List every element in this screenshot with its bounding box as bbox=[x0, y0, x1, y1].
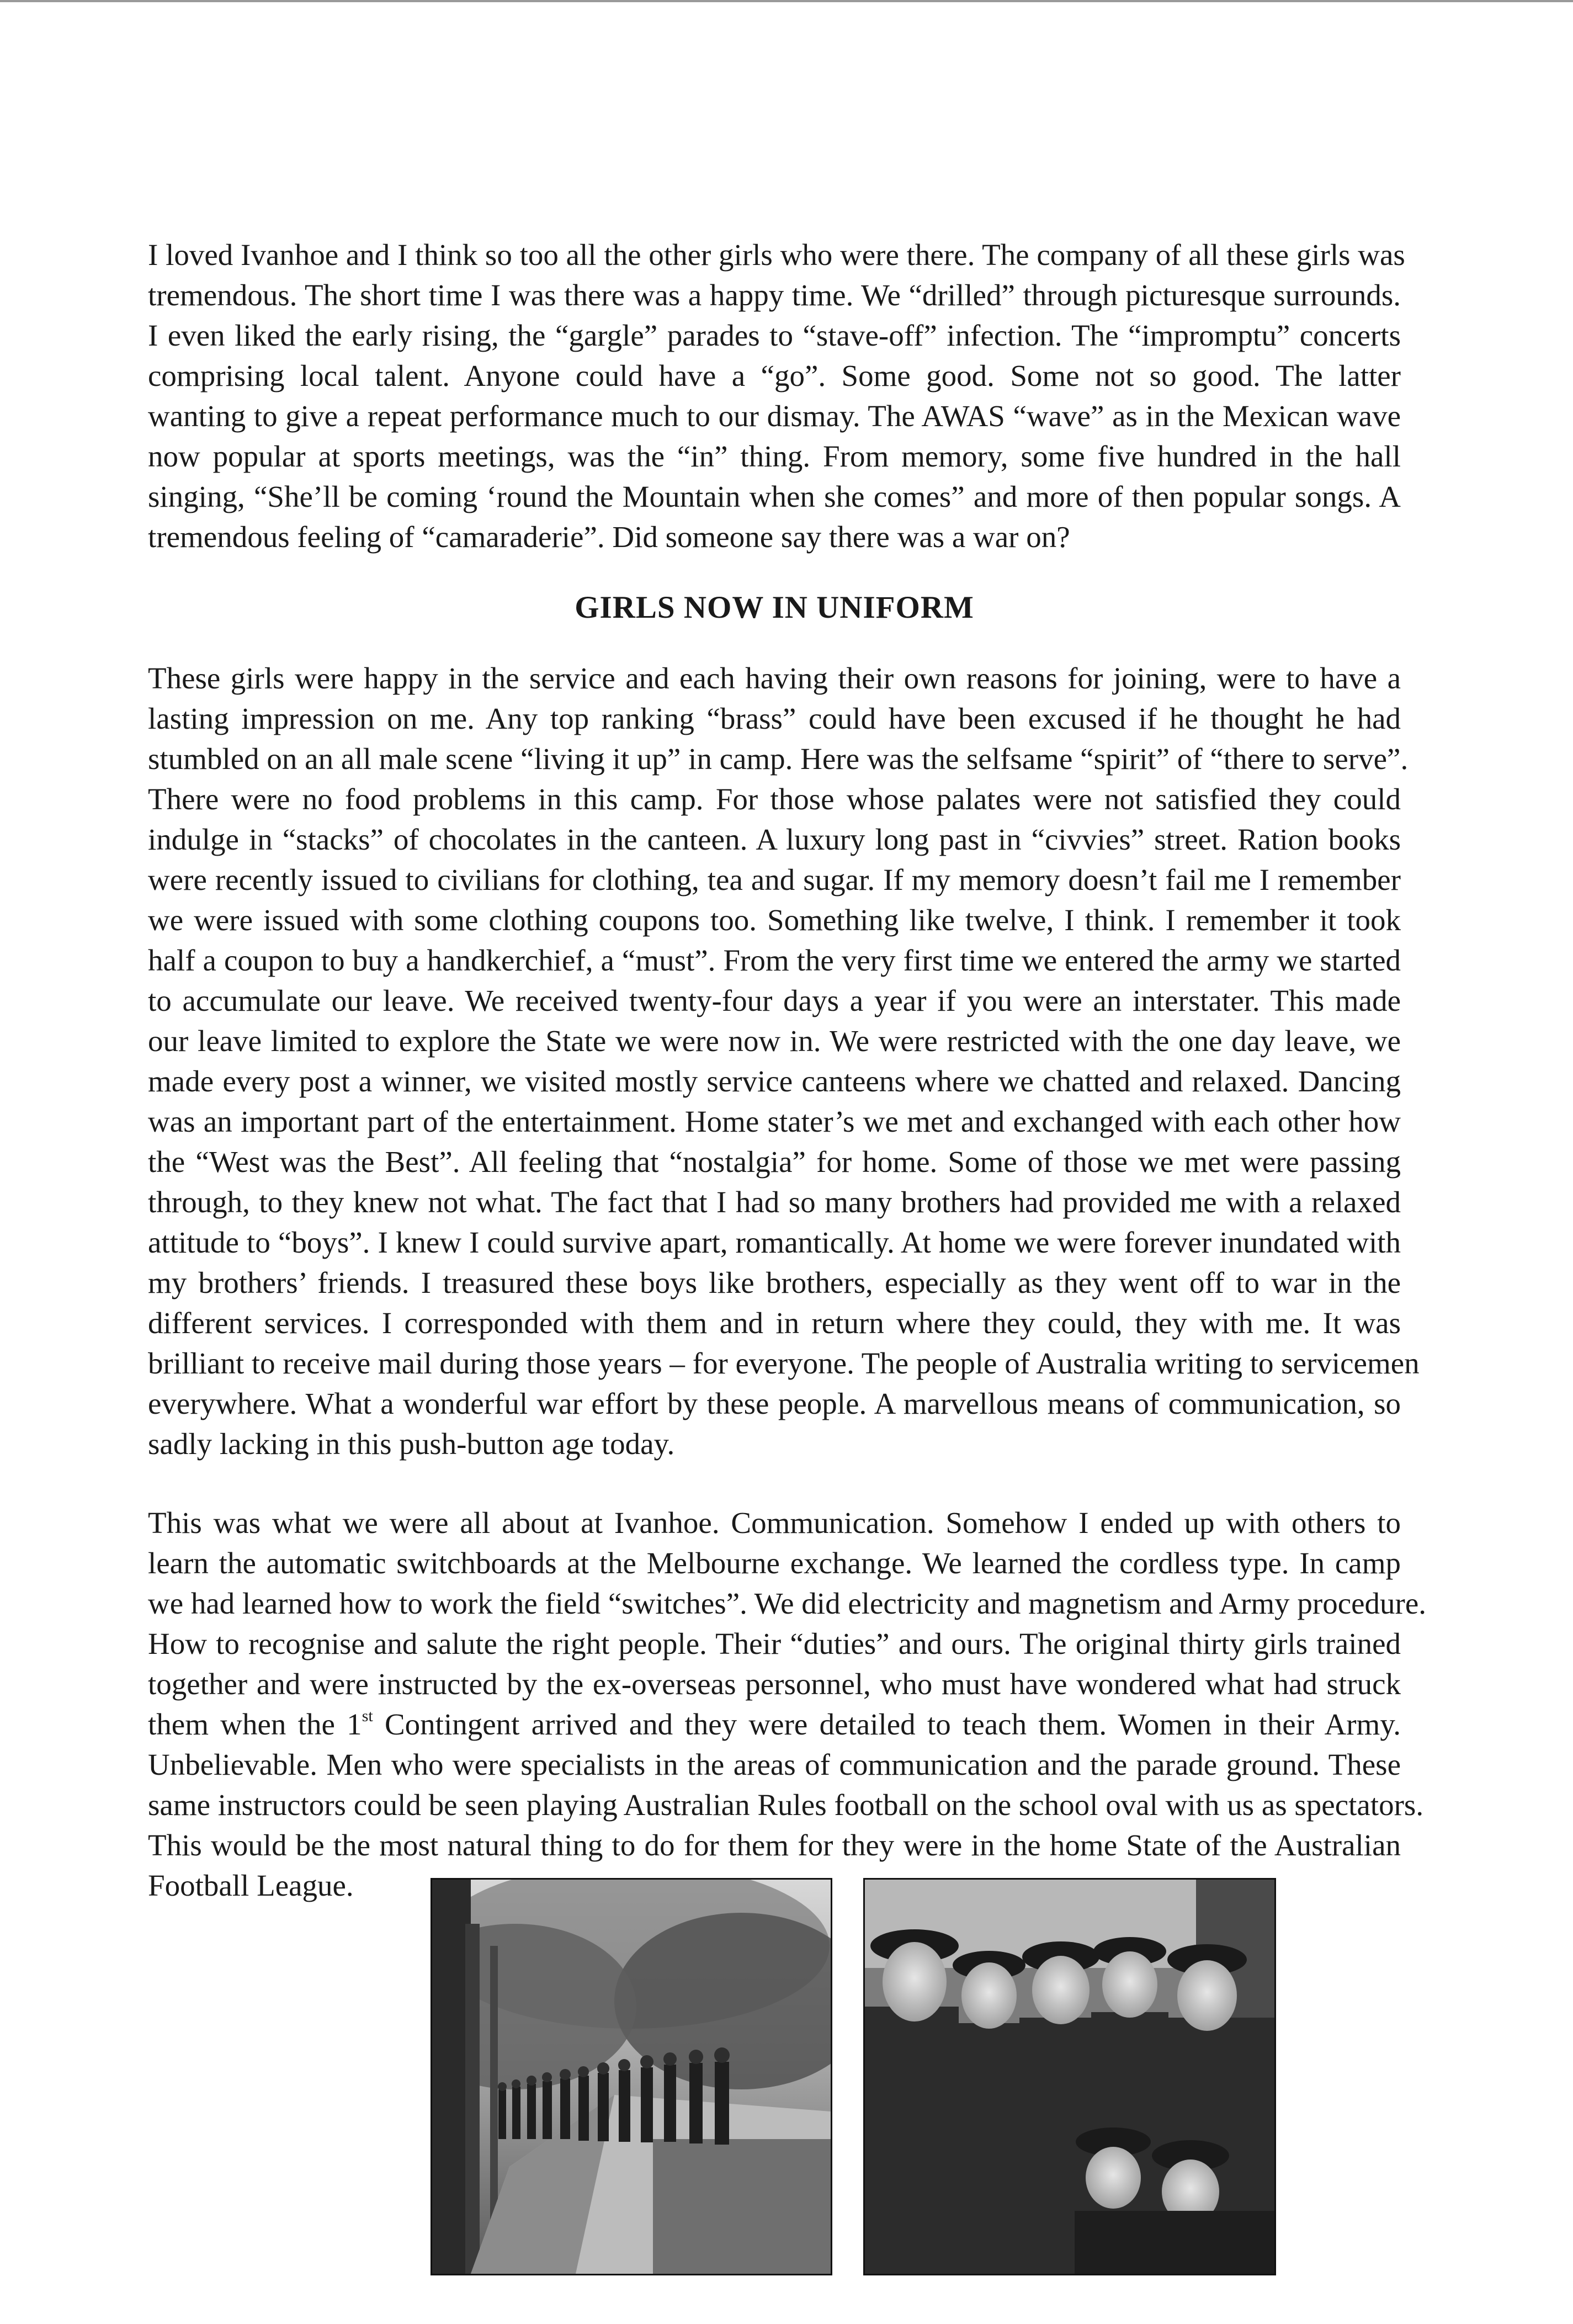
text-line: brilliant to receive mail during those years – for everyone. The people of Australia writing to servicemen bbox=[148, 1346, 1420, 1380]
photo-group-of-servicewomen bbox=[863, 1878, 1276, 2275]
paragraph-ivanhoe bbox=[148, 235, 1405, 557]
text-line: our leave limited to explore the State we were now in. We were restricted with the one day leave, we bbox=[148, 1024, 1401, 1058]
paragraph-girls-in-uniform bbox=[148, 658, 1420, 1464]
text-line: different services. I corresponded with them and in return where they could, they with me. It was bbox=[148, 1306, 1401, 1340]
text-line: comprising local talent. Anyone could have a “go”. Some good. Some not so good. The latter bbox=[148, 359, 1401, 392]
text-line: singing, “She’ll be coming ‘round the Mountain when she comes” and more of then popular songs. A bbox=[148, 480, 1401, 513]
group-photo-image bbox=[865, 1880, 1274, 2274]
text-line: we were issued with some clothing coupons too. Something like twelve, I think. I remember it took bbox=[148, 903, 1401, 937]
text-line: indulge in “stacks” of chocolates in the canteen. A luxury long past in “civvies” street. Ration books bbox=[148, 823, 1401, 856]
text-line: sadly lacking in this push-button age today. bbox=[148, 1427, 675, 1461]
top-scan-edge bbox=[0, 0, 1573, 2]
text-line: tremendous. The short time I was there was a happy time. We “drilled” through picturesque surrounds. bbox=[148, 278, 1401, 312]
text-line: wanting to give a repeat performance much to our dismay. The AWAS “wave” as in the Mexican wave bbox=[148, 399, 1401, 433]
text-line: we had learned how to work the field “switches”. We did electricity and magnetism and Army procedure. bbox=[148, 1587, 1427, 1620]
text-line: learn the automatic switchboards at the Melbourne exchange. We learned the cordless type. In camp bbox=[148, 1546, 1401, 1580]
text-line: These girls were happy in the service and each having their own reasons for joining, were to have a bbox=[148, 661, 1401, 695]
text-line: together and were instructed by the ex-overseas personnel, who must have wondered what had struck bbox=[148, 1667, 1401, 1701]
contingent-text-before: them when the 1 bbox=[148, 1707, 362, 1741]
text-line: attitude to “boys”. I knew I could survive apart, romantically. At home we were forever inundated with bbox=[148, 1225, 1401, 1259]
text-line: was an important part of the entertainment. Home stater’s we met and exchanged with each other how bbox=[148, 1105, 1401, 1138]
text-line: to accumulate our leave. We received twenty-four days a year if you were an interstater. This made bbox=[148, 984, 1401, 1017]
text-line: How to recognise and salute the right people. Their “duties” and ours. The original thirty girls trained bbox=[148, 1627, 1401, 1660]
photo-servicewomen-lined-up bbox=[431, 1878, 832, 2275]
text-line: half a coupon to buy a handkerchief, a “must”. From the very first time we entered the army we started bbox=[148, 943, 1401, 977]
text-line: This would be the most natural thing to do for them for they were in the home State of the Australian bbox=[148, 1828, 1401, 1862]
text-line: now popular at sports meetings, was the “in” thing. From memory, some five hundred in the hall bbox=[148, 439, 1401, 473]
text-line: the “West was the Best”. All feeling that “nostalgia” for home. Some of those we met were passing bbox=[148, 1145, 1401, 1179]
contingent-text-after: Contingent arrived and they were detailed to teach them. Women in their Army. bbox=[373, 1707, 1401, 1741]
text-line: were recently issued to civilians for clothing, tea and sugar. If my memory doesn’t fail me I remember bbox=[148, 863, 1401, 896]
section-heading: GIRLS NOW IN UNIFORM bbox=[575, 590, 974, 625]
lined-up-photo-image bbox=[432, 1880, 831, 2274]
text-line: same instructors could be seen playing Australian Rules football on the school oval with us as spectators. bbox=[148, 1788, 1424, 1822]
text-line: stumbled on an all male scene “living it up” in camp. Here was the selfsame “spirit” of “there to serve”. bbox=[148, 742, 1409, 776]
text-line: everywhere. What a wonderful war effort by these people. A marvellous means of communication, so bbox=[148, 1387, 1401, 1420]
text-line: my brothers’ friends. I treasured these boys like brothers, especially as they went off to war in the bbox=[148, 1266, 1401, 1299]
text-line: lasting impression on me. Any top ranking “brass” could have been excused if he thought he had bbox=[148, 702, 1401, 735]
text-line: Football League. bbox=[148, 1869, 354, 1902]
text-line: This was what we were all about at Ivanhoe. Communication. Somehow I ended up with others to bbox=[148, 1506, 1401, 1540]
text-line: There were no food problems in this camp. For those whose palates were not satisfied they could bbox=[148, 782, 1401, 816]
text-line: I loved Ivanhoe and I think so too all the other girls who were there. The company of all these girls was bbox=[148, 238, 1405, 272]
page-content bbox=[148, 235, 1427, 1906]
text-line: made every post a winner, we visited mostly service canteens where we chatted and relaxed. Dancing bbox=[148, 1064, 1401, 1098]
text-line-contingent bbox=[148, 1704, 1401, 1744]
text-line: Unbelievable. Men who were specialists in the areas of communication and the parade ground. These bbox=[148, 1748, 1401, 1781]
ordinal-suffix: st bbox=[362, 1707, 373, 1725]
text-line: tremendous feeling of “camaraderie”. Did someone say there was a war on? bbox=[148, 520, 1070, 554]
text-line: I even liked the early rising, the “gargle” parades to “stave-off” infection. The “impromptu” concerts bbox=[148, 319, 1401, 352]
paragraph-communication bbox=[148, 1503, 1427, 1906]
text-line: through, to they knew not what. The fact that I had so many brothers had provided me with a relaxed bbox=[148, 1185, 1401, 1219]
